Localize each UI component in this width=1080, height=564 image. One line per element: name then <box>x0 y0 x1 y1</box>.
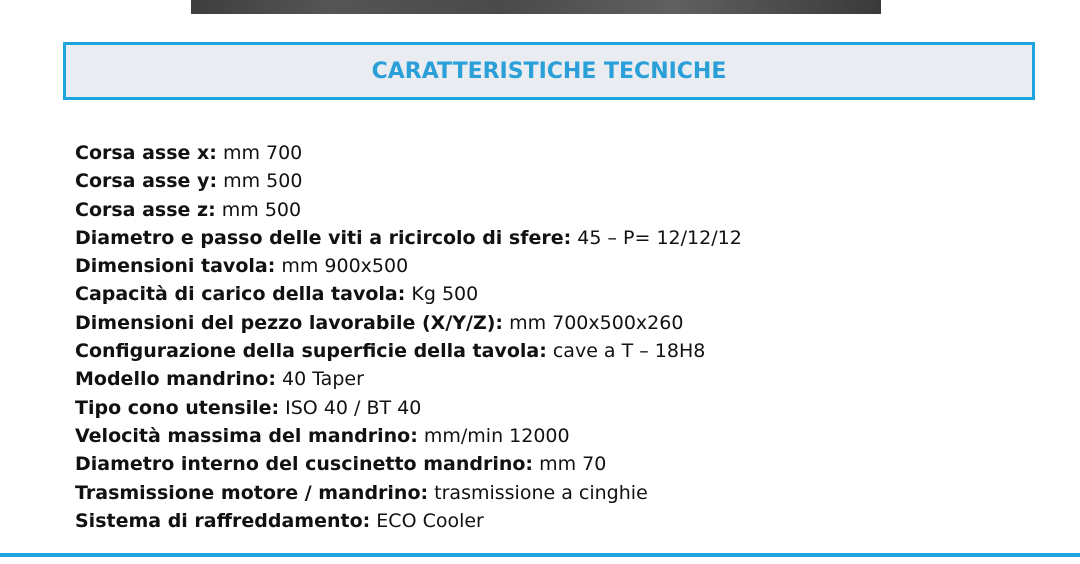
spec-label: Configurazione della superficie della tavola: <box>75 340 547 363</box>
spec-row-viti <box>75 224 1035 252</box>
spec-value: mm/min 12000 <box>423 424 570 447</box>
spec-value: mm 70 <box>539 453 607 476</box>
spec-row-cuscinetto <box>75 450 1035 478</box>
spec-value: mm 700x500x260 <box>509 311 684 334</box>
spec-value: Kg 500 <box>411 283 479 306</box>
spec-row-cono-utensile <box>75 394 1035 422</box>
spec-value: cave a T – 18H8 <box>552 340 706 363</box>
spec-label: Capacità di carico della tavola: <box>75 283 406 306</box>
spec-label: Dimensioni del pezzo lavorabile (X/Y/Z): <box>75 311 504 334</box>
section-title: CARATTERISTICHE TECNICHE <box>371 58 727 84</box>
spec-value: ISO 40 / BT 40 <box>285 396 422 419</box>
spec-row-dimensioni-tavola <box>75 252 1035 280</box>
spec-row-corsa-z <box>75 196 1035 224</box>
spec-value: trasmissione a cinghie <box>434 481 648 504</box>
spec-row-pezzo-lavorabile <box>75 309 1035 337</box>
spec-label: Diametro interno del cuscinetto mandrino: <box>75 453 534 476</box>
spec-row-modello-mandrino <box>75 365 1035 393</box>
spec-row-trasmissione <box>75 479 1035 507</box>
spec-row-capacita-carico <box>75 280 1035 308</box>
spec-value: 40 Taper <box>282 368 364 391</box>
section-header <box>63 42 1035 100</box>
spec-value: 45 – P= 12/12/12 <box>577 226 742 249</box>
spec-label: Corsa asse z: <box>75 198 216 221</box>
machine-photo <box>191 0 881 14</box>
spec-label: Corsa asse x: <box>75 142 217 164</box>
spec-row-raffreddamento <box>75 507 1035 535</box>
spec-value: mm 700 <box>222 142 303 164</box>
spec-label: Diametro e passo delle viti a ricircolo di sfere: <box>75 226 572 249</box>
spec-row-corsa-x <box>75 139 1035 167</box>
spec-label: Sistema di raffreddamento: <box>75 509 371 532</box>
spec-row-corsa-y <box>75 167 1035 195</box>
spec-value: mm 500 <box>223 170 303 193</box>
bottom-divider <box>0 553 1080 557</box>
spec-label: Modello mandrino: <box>75 368 276 391</box>
spec-label: Tipo cono utensile: <box>75 396 280 419</box>
spec-label: Velocità massima del mandrino: <box>75 424 418 447</box>
spec-row-superficie-tavola <box>75 337 1035 365</box>
spec-value: mm 500 <box>221 198 302 221</box>
spec-label: Trasmissione motore / mandrino: <box>75 481 429 504</box>
spec-value: mm 900x500 <box>281 255 409 278</box>
spec-label: Corsa asse y: <box>75 170 218 193</box>
spec-row-velocita-mandrino <box>75 422 1035 450</box>
spec-value: ECO Cooler <box>376 509 484 532</box>
spec-label: Dimensioni tavola: <box>75 255 276 278</box>
spec-list <box>75 139 1035 535</box>
